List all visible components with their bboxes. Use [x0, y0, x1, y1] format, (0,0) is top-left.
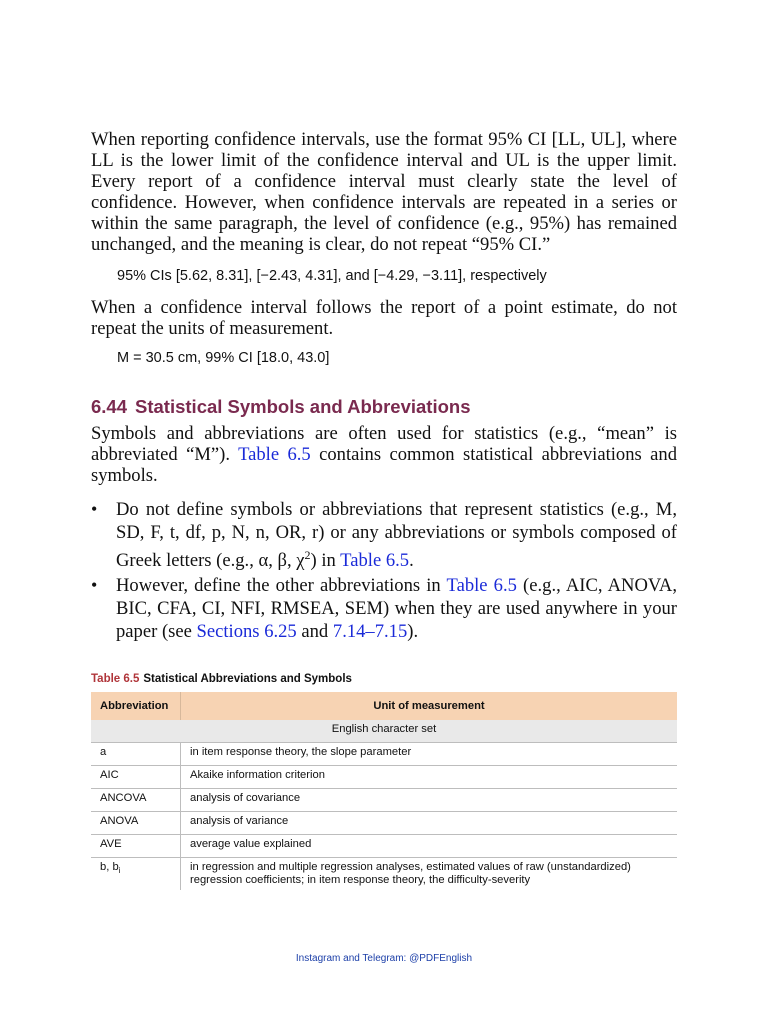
table-caption-title: Statistical Abbreviations and Symbols	[143, 673, 352, 685]
bullet-item-define-others	[91, 574, 677, 643]
sections-7-14-link[interactable]: 7.14–7.15	[332, 621, 408, 643]
section-label-english: English character set	[91, 720, 677, 743]
table-caption-number: Table 6.5	[91, 673, 140, 685]
table-6-5-link[interactable]: Table 6.5	[340, 550, 410, 572]
bullet-2-text: However, define the other abbreviations in	[116, 575, 447, 597]
table-caption	[91, 673, 352, 685]
table-header-row	[91, 692, 677, 720]
bullet-1-text: Do not define symbols or abbreviations that represent statistics (e.g., M, SD, F, t, df, p, N, n, OR, r) or any abbreviations or symbols composed of Greek letters (e.g., α, β, χ	[116, 499, 677, 572]
table-section-row	[91, 720, 677, 743]
bullet-item-do-not-define	[91, 498, 677, 572]
table-6-5-link[interactable]: Table 6.5	[238, 444, 311, 465]
paragraph-point-estimate: When a confidence interval follows the report of a point estimate, do not repeat the units of measurement.	[91, 297, 677, 339]
footer-credit: Instagram and Telegram: @PDFEnglish	[295, 953, 473, 964]
abbreviation-cell	[91, 858, 181, 891]
table-row	[91, 812, 677, 835]
table-row	[91, 789, 677, 812]
section-title: Statistical Symbols and Abbreviations	[135, 396, 471, 417]
header-unit-of-measurement: Unit of measurement	[181, 692, 678, 720]
table-row	[91, 835, 677, 858]
table-6-5-link[interactable]: Table 6.5	[446, 575, 517, 597]
abbreviation-cell: AIC	[91, 766, 181, 789]
bullet-1-mid: ) in	[310, 550, 341, 572]
section-number: 6.44	[91, 396, 128, 417]
bullet-1-end: .	[409, 550, 414, 572]
bullet-2-mid: (e.g., AIC, ANOVA, BIC, CFA, CI, NFI, RMSEA, SEM) when they are used anywhere in your paper (see	[116, 575, 678, 643]
table-row	[91, 858, 677, 891]
intro-text-after: contains common statistical abbreviations and symbols.	[91, 444, 677, 486]
bullet-2-end: ).	[407, 621, 419, 643]
meaning-cell: average value explained	[181, 835, 678, 858]
abbreviation-cell: ANCOVA	[91, 789, 181, 812]
abbreviation-subscript: i	[118, 866, 121, 876]
bullet-icon: •	[91, 499, 98, 519]
meaning-cell: analysis of variance	[181, 812, 678, 835]
rules-bullet-list	[91, 498, 677, 645]
header-abbreviation: Abbreviation	[91, 692, 181, 720]
intro-text-before: Symbols and abbreviations are often used for statistics (e.g., “mean” is abbreviated “M”).	[91, 423, 677, 465]
statistical-abbreviations-table	[91, 692, 677, 890]
table-row	[91, 743, 677, 766]
abbreviation-text: b, b	[100, 861, 119, 873]
section-intro	[91, 423, 677, 486]
table-row	[91, 766, 677, 789]
paragraph-ci-format: When reporting confidence intervals, use the format 95% CI [LL, UL], where LL is the lower limit of the confidence interval and UL is the upper limit. Every report of a confidence interval must clearly state the level of confidence. However, when confidence intervals are repeated in a series or within the same paragraph, the level of confidence (e.g., 95%) has remained unchanged, and the meaning is clear, do not repeat “95% CI.”	[91, 129, 677, 255]
meaning-cell: in regression and multiple regression analyses, estimated values of raw (unstandardized) regression coefficients; in item response theory, the difficulty-severity	[190, 861, 631, 886]
abbreviation-cell: a	[91, 743, 181, 766]
example-ci-series: 95% CIs [5.62, 8.31], [−2.43, 4.31], and [−4.29, −3.11], respectively	[117, 268, 547, 284]
sections-6-25-link[interactable]: Sections 6.25	[196, 621, 297, 643]
meaning-cell: Akaike information criterion	[181, 766, 678, 789]
example-point-estimate: M = 30.5 cm, 99% CI [18.0, 43.0]	[117, 350, 330, 366]
abbreviation-cell: ANOVA	[91, 812, 181, 835]
meaning-cell: in item response theory, the slope parameter	[181, 743, 678, 766]
bullet-icon: •	[91, 575, 98, 596]
meaning-cell: analysis of covariance	[181, 789, 678, 812]
section-heading	[91, 396, 471, 418]
abbreviation-cell: AVE	[91, 835, 181, 858]
bullet-2-and: and	[296, 621, 333, 643]
bullet-1-superscript: 2	[304, 548, 311, 562]
